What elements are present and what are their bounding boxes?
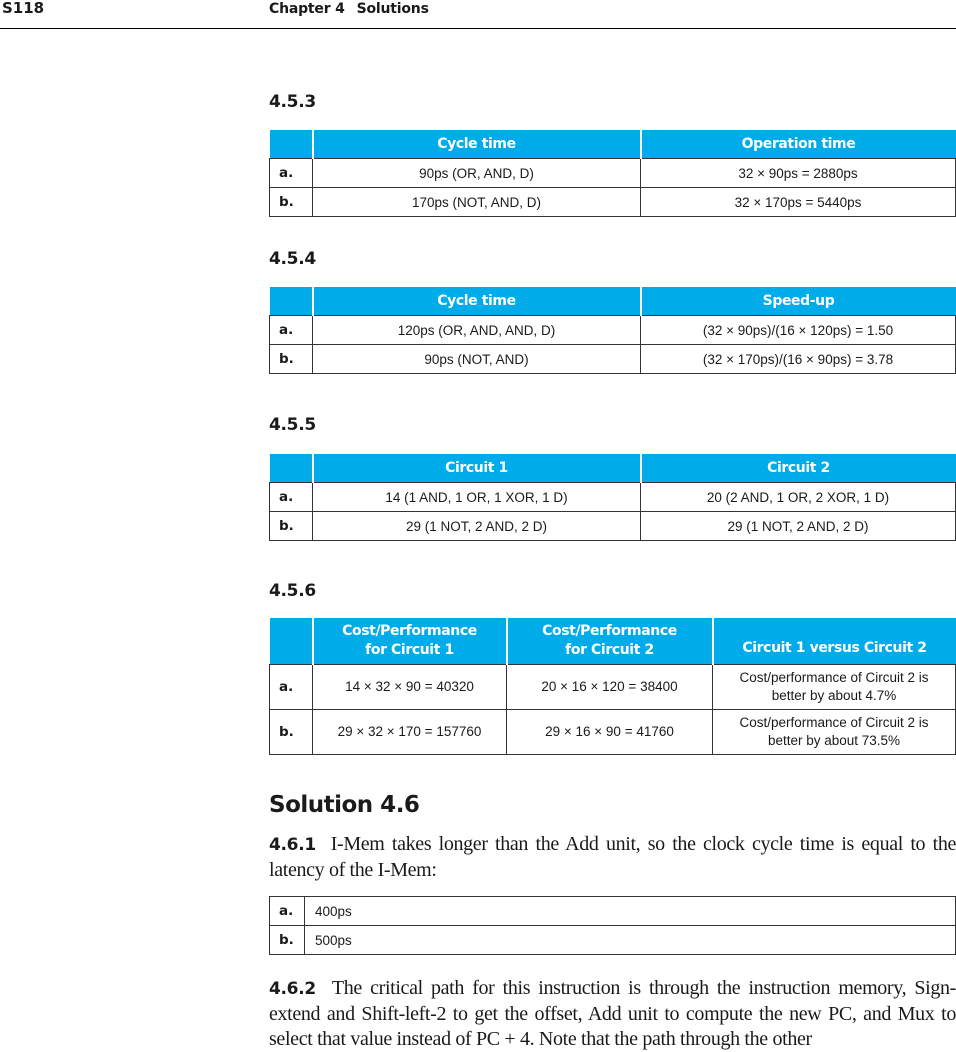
row-label: b. bbox=[270, 710, 313, 755]
cell: 90ps (OR, AND, D) bbox=[313, 159, 641, 188]
heading-4-5-5: 4.5.5 bbox=[269, 415, 316, 435]
header-blank bbox=[270, 130, 313, 159]
row-label: b. bbox=[270, 926, 305, 955]
row-label: b. bbox=[270, 345, 313, 374]
cell-line: better by about 4.7% bbox=[771, 688, 897, 703]
table-4-5-5 bbox=[269, 454, 956, 541]
header-cycle-time: Cycle time bbox=[313, 130, 641, 159]
section-label: Solutions bbox=[356, 1, 429, 17]
table-row bbox=[270, 159, 956, 188]
cell: 400ps bbox=[305, 897, 956, 926]
paragraph-label: 4.6.1 bbox=[269, 835, 316, 855]
table-4-5-6 bbox=[269, 618, 956, 755]
cell-comparison bbox=[713, 665, 956, 710]
row-label: a. bbox=[270, 316, 313, 345]
cell: 500ps bbox=[305, 926, 956, 955]
row-label: a. bbox=[270, 665, 313, 710]
cell: 29 (1 NOT, 2 AND, 2 D) bbox=[313, 512, 641, 541]
header-operation-time: Operation time bbox=[641, 130, 956, 159]
cell-comparison bbox=[713, 710, 956, 755]
chapter-label: Chapter 4 bbox=[269, 1, 345, 17]
heading-4-5-3: 4.5.3 bbox=[269, 92, 316, 112]
heading-4-5-4: 4.5.4 bbox=[269, 249, 316, 269]
cell: 32 × 170ps = 5440ps bbox=[641, 188, 956, 217]
row-label: b. bbox=[270, 188, 313, 217]
cell: 170ps (NOT, AND, D) bbox=[313, 188, 641, 217]
row-label: a. bbox=[270, 159, 313, 188]
solution-title: Solution 4.6 bbox=[269, 792, 420, 818]
running-head bbox=[269, 1, 429, 17]
table-row bbox=[270, 665, 956, 710]
cell: 20 (2 AND, 1 OR, 2 XOR, 1 D) bbox=[641, 483, 956, 512]
cell-line: Cost/performance of Circuit 2 is bbox=[739, 715, 929, 730]
cell: 20 × 16 × 120 = 38400 bbox=[507, 665, 713, 710]
cell: 29 (1 NOT, 2 AND, 2 D) bbox=[641, 512, 956, 541]
header-line: for Circuit 1 bbox=[365, 642, 454, 658]
table-4-5-4 bbox=[269, 287, 956, 374]
cell: 32 × 90ps = 2880ps bbox=[641, 159, 956, 188]
table-row bbox=[270, 345, 956, 374]
cell-line: better by about 73.5% bbox=[767, 733, 901, 748]
cell: 14 (1 AND, 1 OR, 1 XOR, 1 D) bbox=[313, 483, 641, 512]
cell: (32 × 90ps)/(16 × 120ps) = 1.50 bbox=[641, 316, 956, 345]
row-label: a. bbox=[270, 897, 305, 926]
header-blank bbox=[270, 454, 313, 483]
paragraph-4-6-1 bbox=[269, 832, 956, 883]
header-blank bbox=[270, 618, 313, 665]
header-circuit-1: Circuit 1 bbox=[313, 454, 641, 483]
paragraph-text: I-Mem takes longer than the Add unit, so the clock cycle time is equal to the latency of the I-Mem: bbox=[269, 833, 956, 881]
paragraph-4-6-2 bbox=[269, 976, 956, 1052]
cell: 120ps (OR, AND, AND, D) bbox=[313, 316, 641, 345]
cell-line: Cost/performance of Circuit 2 is bbox=[739, 670, 929, 685]
table-row bbox=[270, 316, 956, 345]
cell: 14 × 32 × 90 = 40320 bbox=[313, 665, 507, 710]
header-line: for Circuit 2 bbox=[565, 642, 654, 658]
page-header bbox=[0, 0, 956, 29]
header-cost-performance-circuit-1 bbox=[313, 618, 507, 665]
page-number: S118 bbox=[2, 0, 45, 17]
cell: (32 × 170ps)/(16 × 90ps) = 3.78 bbox=[641, 345, 956, 374]
header-speed-up: Speed-up bbox=[641, 287, 956, 316]
paragraph-label: 4.6.2 bbox=[269, 979, 316, 999]
table-header-row bbox=[270, 130, 956, 159]
header-line: Cost/Performance bbox=[342, 623, 477, 639]
table-row bbox=[270, 710, 956, 755]
row-label: b. bbox=[270, 512, 313, 541]
table-header-row bbox=[270, 618, 956, 665]
header-line: Cost/Performance bbox=[542, 623, 677, 639]
table-row bbox=[270, 897, 956, 926]
heading-4-5-6: 4.5.6 bbox=[269, 581, 316, 601]
table-row bbox=[270, 188, 956, 217]
header-circuit-1-versus-circuit-2: Circuit 1 versus Circuit 2 bbox=[713, 618, 956, 665]
table-row bbox=[270, 926, 956, 955]
header-blank bbox=[270, 287, 313, 316]
table-header-row bbox=[270, 454, 956, 483]
table-4-6-1 bbox=[269, 896, 956, 955]
table-header-row bbox=[270, 287, 956, 316]
header-cycle-time: Cycle time bbox=[313, 287, 641, 316]
table-row bbox=[270, 483, 956, 512]
cell: 90ps (NOT, AND) bbox=[313, 345, 641, 374]
cell: 29 × 16 × 90 = 41760 bbox=[507, 710, 713, 755]
table-4-5-3 bbox=[269, 130, 956, 217]
header-circuit-2: Circuit 2 bbox=[641, 454, 956, 483]
row-label: a. bbox=[270, 483, 313, 512]
table-row bbox=[270, 512, 956, 541]
cell: 29 × 32 × 170 = 157760 bbox=[313, 710, 507, 755]
header-cost-performance-circuit-2 bbox=[507, 618, 713, 665]
paragraph-text: The critical path for this instruction is through the instruction memory, Sign-extend and Shift-left-2 to get the offset, Add unit to compute the new PC, and Mux to select that value instead of PC + 4. Note that the path through the other bbox=[269, 977, 956, 1050]
